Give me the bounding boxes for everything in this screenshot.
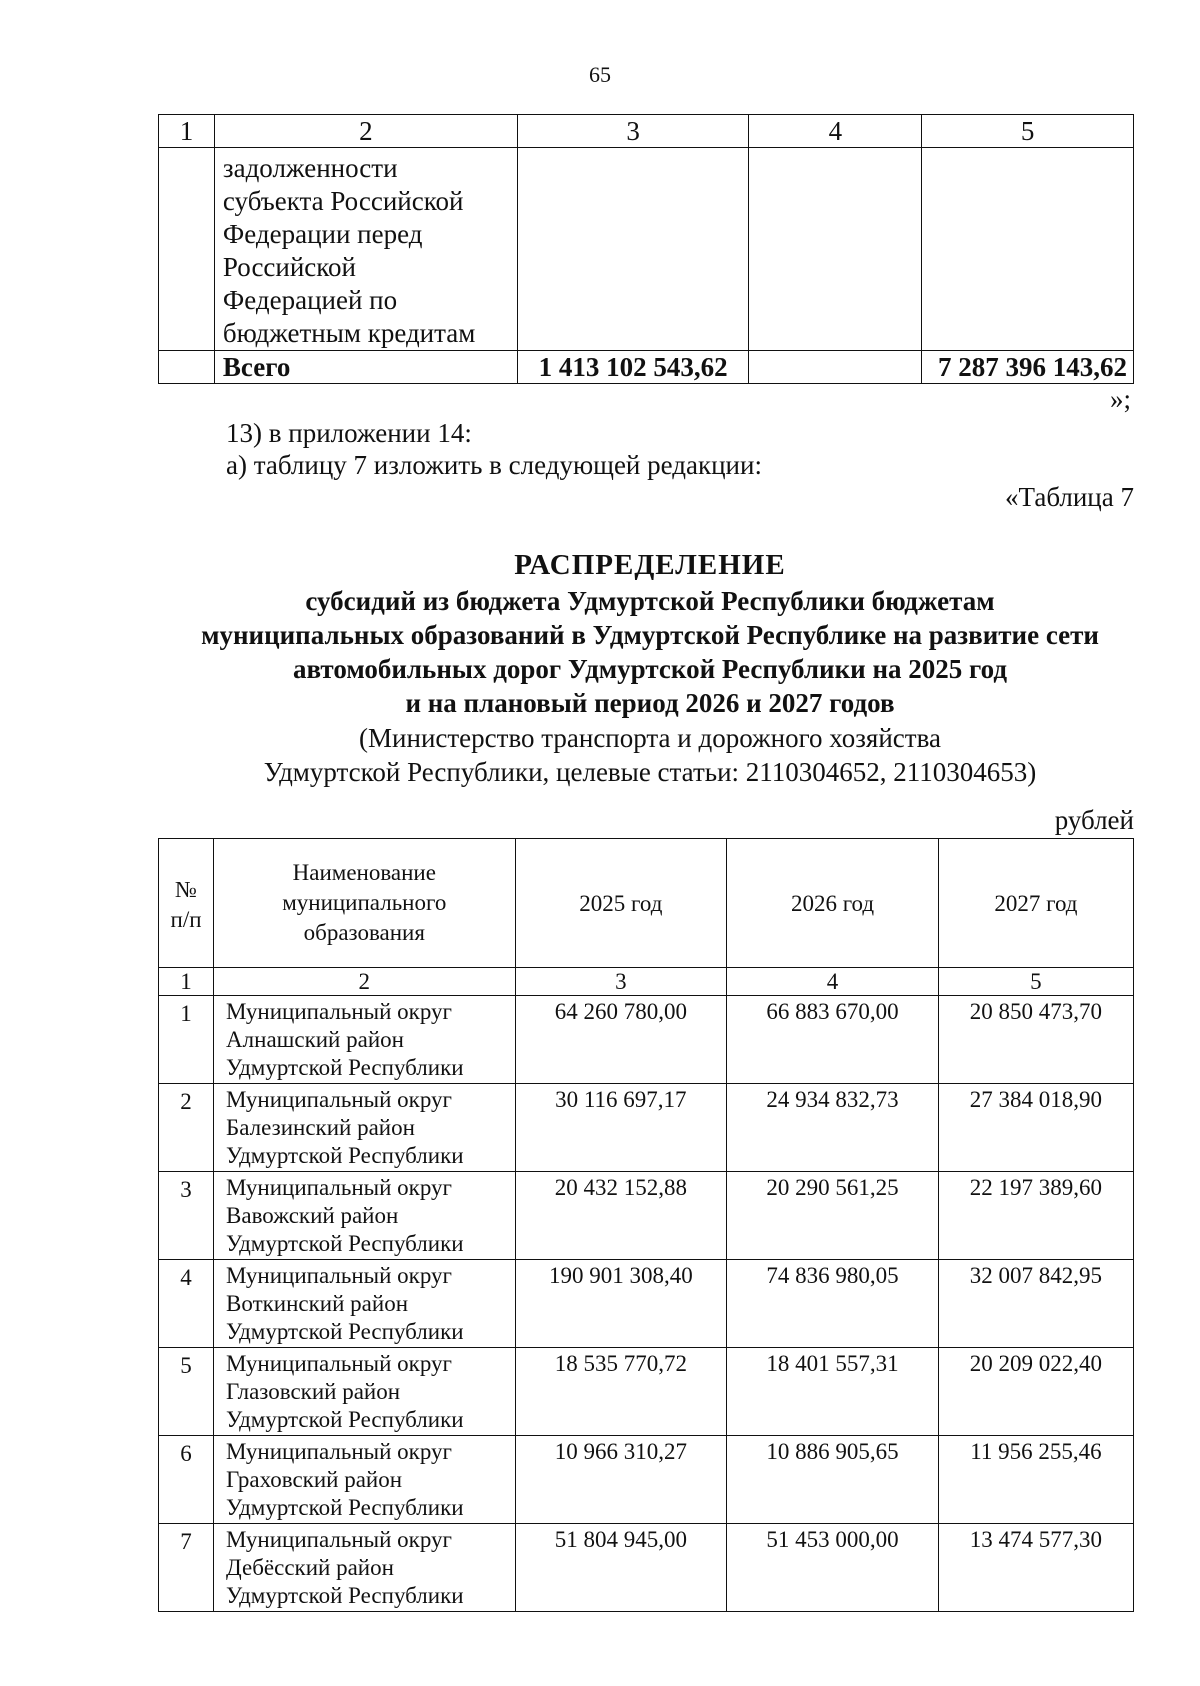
name-line: Алнашский район — [226, 1027, 404, 1052]
text-line: задолженности — [222, 153, 398, 183]
text-line: Российской — [222, 252, 356, 282]
header-text: Наименование — [292, 860, 436, 885]
name-line: Удмуртской Республики — [226, 1495, 464, 1520]
amount-2027: 27 384 018,90 — [938, 1084, 1133, 1172]
header-2025: 2025 год — [515, 839, 727, 968]
amount-2027: 20 850 473,70 — [938, 996, 1133, 1084]
name-line: Муниципальный округ — [226, 1527, 452, 1552]
amount-2025: 18 535 770,72 — [515, 1348, 727, 1436]
continued-table — [158, 114, 1134, 384]
empty-cell — [749, 148, 922, 351]
amend-subitem: а) таблицу 7 изложить в следующей редакции: — [226, 450, 762, 480]
name-line: Удмуртской Республики — [226, 1407, 464, 1432]
amend-item: 13) в приложении 14: — [226, 418, 472, 448]
amount-2025: 51 804 945,00 — [515, 1524, 727, 1612]
empty-cell — [159, 351, 215, 384]
name-line: Балезинский район — [226, 1115, 415, 1140]
amount-2027: 20 209 022,40 — [938, 1348, 1133, 1436]
col-number-cell: 4 — [749, 115, 922, 148]
row-number: 7 — [159, 1524, 214, 1612]
continued-table-header-row — [159, 115, 1134, 148]
empty-cell — [922, 148, 1134, 351]
col-number-cell: 3 — [517, 115, 749, 148]
col-number-cell: 5 — [922, 115, 1134, 148]
municipality-name — [214, 1172, 515, 1260]
closing-quote: »; — [1110, 384, 1132, 414]
title-line3: автомобильных дорог Удмуртской Республики на 2025 год — [293, 654, 1007, 684]
header-text: муниципального — [282, 890, 447, 915]
table-row — [159, 996, 1134, 1084]
units-label: рублей — [1054, 805, 1134, 835]
text-line: бюджетным кредитам — [222, 318, 476, 348]
amount-2025: 20 432 152,88 — [515, 1172, 727, 1260]
title-line5: (Министерство транспорта и дорожного хозяйства — [359, 723, 941, 753]
amount-2026: 24 934 832,73 — [727, 1084, 939, 1172]
row-number: 3 — [159, 1172, 214, 1260]
title-line1: субсидий из бюджета Удмуртской Республики бюджетам — [305, 586, 995, 616]
table-row — [159, 1172, 1134, 1260]
title-line6: Удмуртской Республики, целевые статьи: 2110304652, 2110304653) — [263, 757, 1037, 787]
municipality-name — [214, 996, 515, 1084]
name-line: Муниципальный округ — [226, 1439, 452, 1464]
row-number: 2 — [159, 1084, 214, 1172]
amount-2025: 10 966 310,27 — [515, 1436, 727, 1524]
amount-2026: 10 886 905,65 — [727, 1436, 939, 1524]
amount-2025: 64 260 780,00 — [515, 996, 727, 1084]
col-number-cell: 1 — [159, 115, 215, 148]
header-num — [159, 839, 214, 968]
name-line: Муниципальный округ — [226, 999, 452, 1024]
col-number-cell: 1 — [159, 968, 214, 996]
amount-2026: 20 290 561,25 — [727, 1172, 939, 1260]
table-label: «Таблица 7 — [1005, 482, 1134, 512]
name-line: Удмуртской Республики — [226, 1231, 464, 1256]
table-row — [159, 1348, 1134, 1436]
name-line: Муниципальный округ — [226, 1263, 452, 1288]
empty-cell — [517, 148, 749, 351]
continued-text-cell — [214, 148, 517, 351]
header-2026: 2026 год — [727, 839, 939, 968]
col-number-cell: 3 — [515, 968, 727, 996]
row-number: 6 — [159, 1436, 214, 1524]
table-row — [159, 1260, 1134, 1348]
name-line: Граховский район — [226, 1467, 403, 1492]
amount-2025: 30 116 697,17 — [515, 1084, 727, 1172]
name-line: Муниципальный округ — [226, 1087, 452, 1112]
total-col5: 7 287 396 143,62 — [922, 351, 1134, 384]
name-line: Удмуртской Республики — [226, 1319, 464, 1344]
header-text: № — [175, 877, 197, 902]
total-row — [159, 351, 1134, 384]
table-header-row — [159, 839, 1134, 968]
table-row — [159, 1084, 1134, 1172]
column-number-row — [159, 968, 1134, 996]
col-number-cell: 5 — [938, 968, 1133, 996]
total-col3: 1 413 102 543,62 — [517, 351, 749, 384]
municipality-name — [214, 1524, 515, 1612]
amount-2026: 66 883 670,00 — [727, 996, 939, 1084]
amount-2026: 74 836 980,05 — [727, 1260, 939, 1348]
amount-2027: 22 197 389,60 — [938, 1172, 1133, 1260]
distribution-table — [158, 838, 1134, 1612]
col-number-cell: 2 — [214, 115, 517, 148]
header-name — [214, 839, 515, 968]
continued-text-row — [159, 148, 1134, 351]
total-label: Всего — [214, 351, 517, 384]
header-text: п/п — [170, 907, 202, 932]
name-line: Дебёсский район — [226, 1555, 394, 1580]
table-row — [159, 1436, 1134, 1524]
name-line: Муниципальный округ — [226, 1175, 452, 1200]
header-text: образования — [303, 920, 425, 945]
name-line: Воткинский район — [226, 1291, 409, 1316]
municipality-name — [214, 1260, 515, 1348]
row-number: 5 — [159, 1348, 214, 1436]
name-line: Удмуртской Республики — [226, 1583, 464, 1608]
municipality-name — [214, 1436, 515, 1524]
name-line: Муниципальный округ — [226, 1351, 452, 1376]
total-col4 — [749, 351, 922, 384]
municipality-name — [214, 1348, 515, 1436]
empty-cell — [159, 148, 215, 351]
amount-2026: 18 401 557,31 — [727, 1348, 939, 1436]
title-line2: муниципальных образований в Удмуртской Республике на развитие сети — [201, 620, 1099, 650]
row-number: 1 — [159, 996, 214, 1084]
table-row — [159, 1524, 1134, 1612]
amount-2027: 32 007 842,95 — [938, 1260, 1133, 1348]
name-line: Глазовский район — [226, 1379, 401, 1404]
col-number-cell: 2 — [214, 968, 515, 996]
title-line4: и на плановый период 2026 и 2027 годов — [405, 688, 895, 718]
text-line: субъекта Российской — [222, 186, 464, 216]
amount-2027: 13 474 577,30 — [938, 1524, 1133, 1612]
name-line: Вавожский район — [226, 1203, 399, 1228]
municipality-name — [214, 1084, 515, 1172]
name-line: Удмуртской Республики — [226, 1143, 464, 1168]
row-number: 4 — [159, 1260, 214, 1348]
page-number: 65 — [589, 62, 611, 87]
amount-2027: 11 956 255,46 — [938, 1436, 1133, 1524]
amount-2025: 190 901 308,40 — [515, 1260, 727, 1348]
title-main: РАСПРЕДЕЛЕНИЕ — [514, 549, 786, 581]
header-2027: 2027 год — [938, 839, 1133, 968]
text-line: Федерацией по — [222, 285, 398, 315]
table-body — [159, 996, 1134, 1612]
amount-2026: 51 453 000,00 — [727, 1524, 939, 1612]
name-line: Удмуртской Республики — [226, 1055, 464, 1080]
col-number-cell: 4 — [727, 968, 939, 996]
text-line: Федерации перед — [222, 219, 423, 249]
